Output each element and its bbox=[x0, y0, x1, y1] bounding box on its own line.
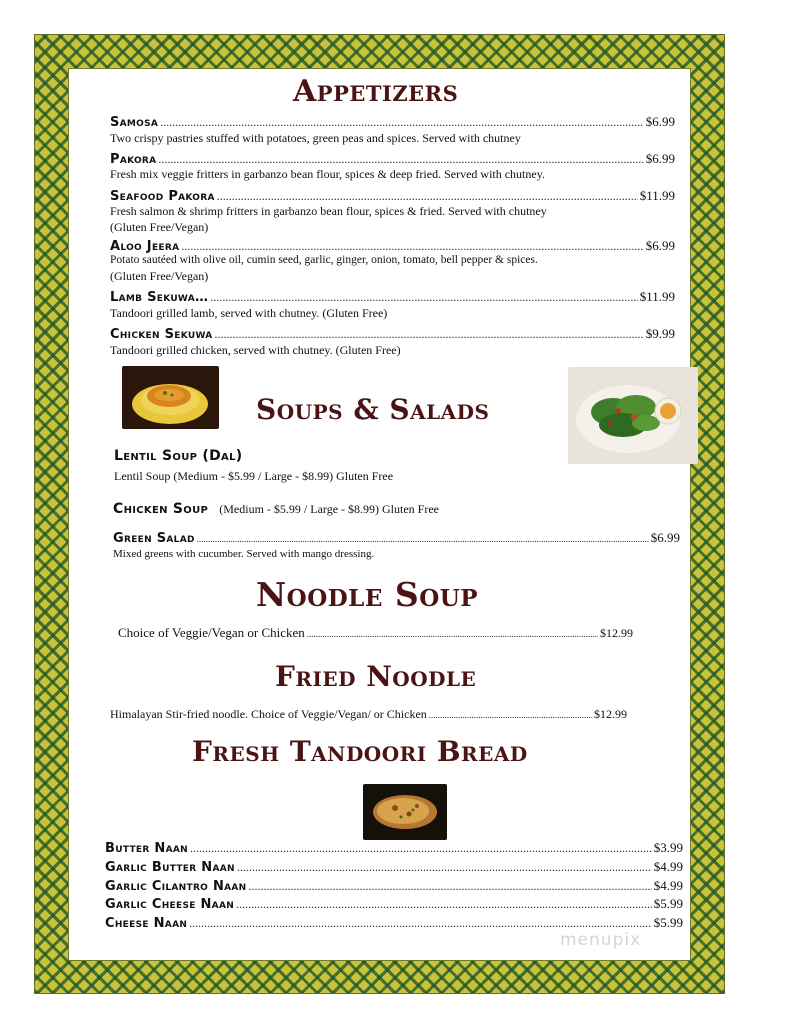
dot-leader bbox=[197, 534, 649, 544]
item-name: Pakora bbox=[110, 152, 157, 167]
item-name: Samosa bbox=[110, 115, 159, 130]
menu-item-garlic-cilantro-naan bbox=[105, 878, 683, 894]
dot-leader bbox=[307, 629, 598, 639]
item-description: Mixed greens with cucumber. Served with mango dressing. bbox=[113, 548, 375, 560]
item-description: Fresh mix veggie fritters in garbanzo bean flour, spices & deep fried. Served with chutney. bbox=[110, 167, 545, 181]
item-name: Seafood Pakora bbox=[110, 189, 215, 204]
item-price: $9.99 bbox=[645, 326, 675, 341]
item-price: $5.99 bbox=[653, 896, 683, 911]
item-price: $4.99 bbox=[653, 859, 683, 874]
item-description: Two crispy pastries stuffed with potatoes, green peas and spices. Served with chutney bbox=[110, 131, 521, 145]
item-name: Garlic Cheese Naan bbox=[105, 897, 235, 912]
menu-item-green-salad bbox=[113, 530, 680, 546]
section-title-appetizers: Appetizers bbox=[293, 74, 459, 109]
item-name: Cheese Naan bbox=[105, 916, 188, 931]
dot-leader bbox=[160, 115, 644, 130]
dot-leader bbox=[237, 860, 652, 875]
dot-leader bbox=[190, 841, 652, 856]
item-name: Lamb Sekuwa… bbox=[110, 290, 209, 305]
section-title-soups-salads: Soups & Salads bbox=[256, 393, 490, 426]
item-name-lentil-soup: Lentil Soup (Dal) bbox=[114, 448, 243, 464]
item-name: Green Salad bbox=[113, 531, 195, 546]
dot-leader bbox=[158, 152, 643, 167]
item-price: $3.99 bbox=[653, 840, 683, 855]
dot-leader bbox=[429, 710, 592, 720]
dot-leader bbox=[249, 879, 652, 894]
soup-photo bbox=[122, 366, 219, 429]
section-title-fried-noodle: Fried Noodle bbox=[275, 660, 477, 693]
menu-item-chicken-sekuwa bbox=[110, 326, 675, 342]
dot-leader bbox=[189, 916, 652, 931]
menu-item-cheese-naan bbox=[105, 915, 683, 931]
menu-item-chicken-soup bbox=[113, 498, 439, 517]
item-price: $12.99 bbox=[600, 626, 633, 640]
naan-photo bbox=[363, 784, 447, 840]
item-price: $6.99 bbox=[650, 530, 680, 545]
menu-item-lamb-sekuwa bbox=[110, 289, 675, 305]
menu-item-fried-noodle bbox=[110, 707, 627, 722]
dot-leader bbox=[181, 239, 643, 254]
item-name: Garlic Cilantro Naan bbox=[105, 879, 247, 894]
item-description: Fresh salmon & shrimp fritters in garbanzo bean flour, spices & fried. Served with chutney bbox=[110, 204, 547, 218]
item-price: $6.99 bbox=[645, 114, 675, 129]
menu-item-seafood-pakora bbox=[110, 188, 675, 204]
item-description: Himalayan Stir-fried noodle. Choice of Veggie/Vegan/ or Chicken bbox=[110, 707, 427, 721]
item-name: Aloo Jeera bbox=[110, 239, 180, 254]
item-price: $12.99 bbox=[594, 707, 627, 721]
item-description: Choice of Veggie/Vegan or Chicken bbox=[118, 625, 305, 640]
item-description: (Gluten Free/Vegan) bbox=[110, 269, 209, 283]
section-title-tandoori-bread: Fresh Tandoori Bread bbox=[192, 735, 528, 768]
item-price: $11.99 bbox=[639, 289, 675, 304]
item-description: Lentil Soup (Medium - $5.99 / Large - $8.99) Gluten Free bbox=[114, 469, 394, 483]
menu-item-garlic-butter-naan bbox=[105, 859, 683, 875]
dot-leader bbox=[210, 290, 637, 305]
section-title-noodle-soup: Noodle Soup bbox=[256, 575, 479, 614]
item-description: Tandoori grilled lamb, served with chutney. (Gluten Free) bbox=[110, 306, 388, 320]
menu-item-garlic-cheese-naan bbox=[105, 896, 683, 912]
item-description: (Gluten Free/Vegan) bbox=[110, 220, 209, 234]
watermark: menupix bbox=[560, 930, 642, 950]
dot-leader bbox=[215, 327, 644, 342]
item-name: Garlic Butter Naan bbox=[105, 860, 235, 875]
menu-item-butter-naan bbox=[105, 840, 683, 856]
menu-item-noodle-soup bbox=[118, 625, 633, 641]
dot-leader bbox=[217, 189, 638, 204]
salad-photo bbox=[568, 367, 698, 464]
item-name: Butter Naan bbox=[105, 841, 188, 856]
item-description: Potato sautéed with olive oil, cumin seed, garlic, ginger, onion, tomato, bell pepper & spices. bbox=[110, 254, 538, 266]
item-price: $4.99 bbox=[653, 878, 683, 893]
item-name: Chicken Soup bbox=[113, 501, 209, 517]
item-price: $6.99 bbox=[645, 151, 675, 166]
item-name: Chicken Sekuwa bbox=[110, 327, 213, 342]
item-description: (Medium - $5.99 / Large - $8.99) Gluten Free bbox=[219, 502, 439, 516]
item-price: $11.99 bbox=[639, 188, 675, 203]
menu-item-aloo-jeera bbox=[110, 238, 675, 254]
item-price: $5.99 bbox=[653, 915, 683, 930]
item-description: Tandoori grilled chicken, served with chutney. (Gluten Free) bbox=[110, 343, 401, 357]
dot-leader bbox=[236, 897, 652, 912]
item-price: $6.99 bbox=[645, 238, 675, 253]
menu-item-samosa bbox=[110, 114, 675, 130]
menu-item-pakora bbox=[110, 151, 675, 167]
